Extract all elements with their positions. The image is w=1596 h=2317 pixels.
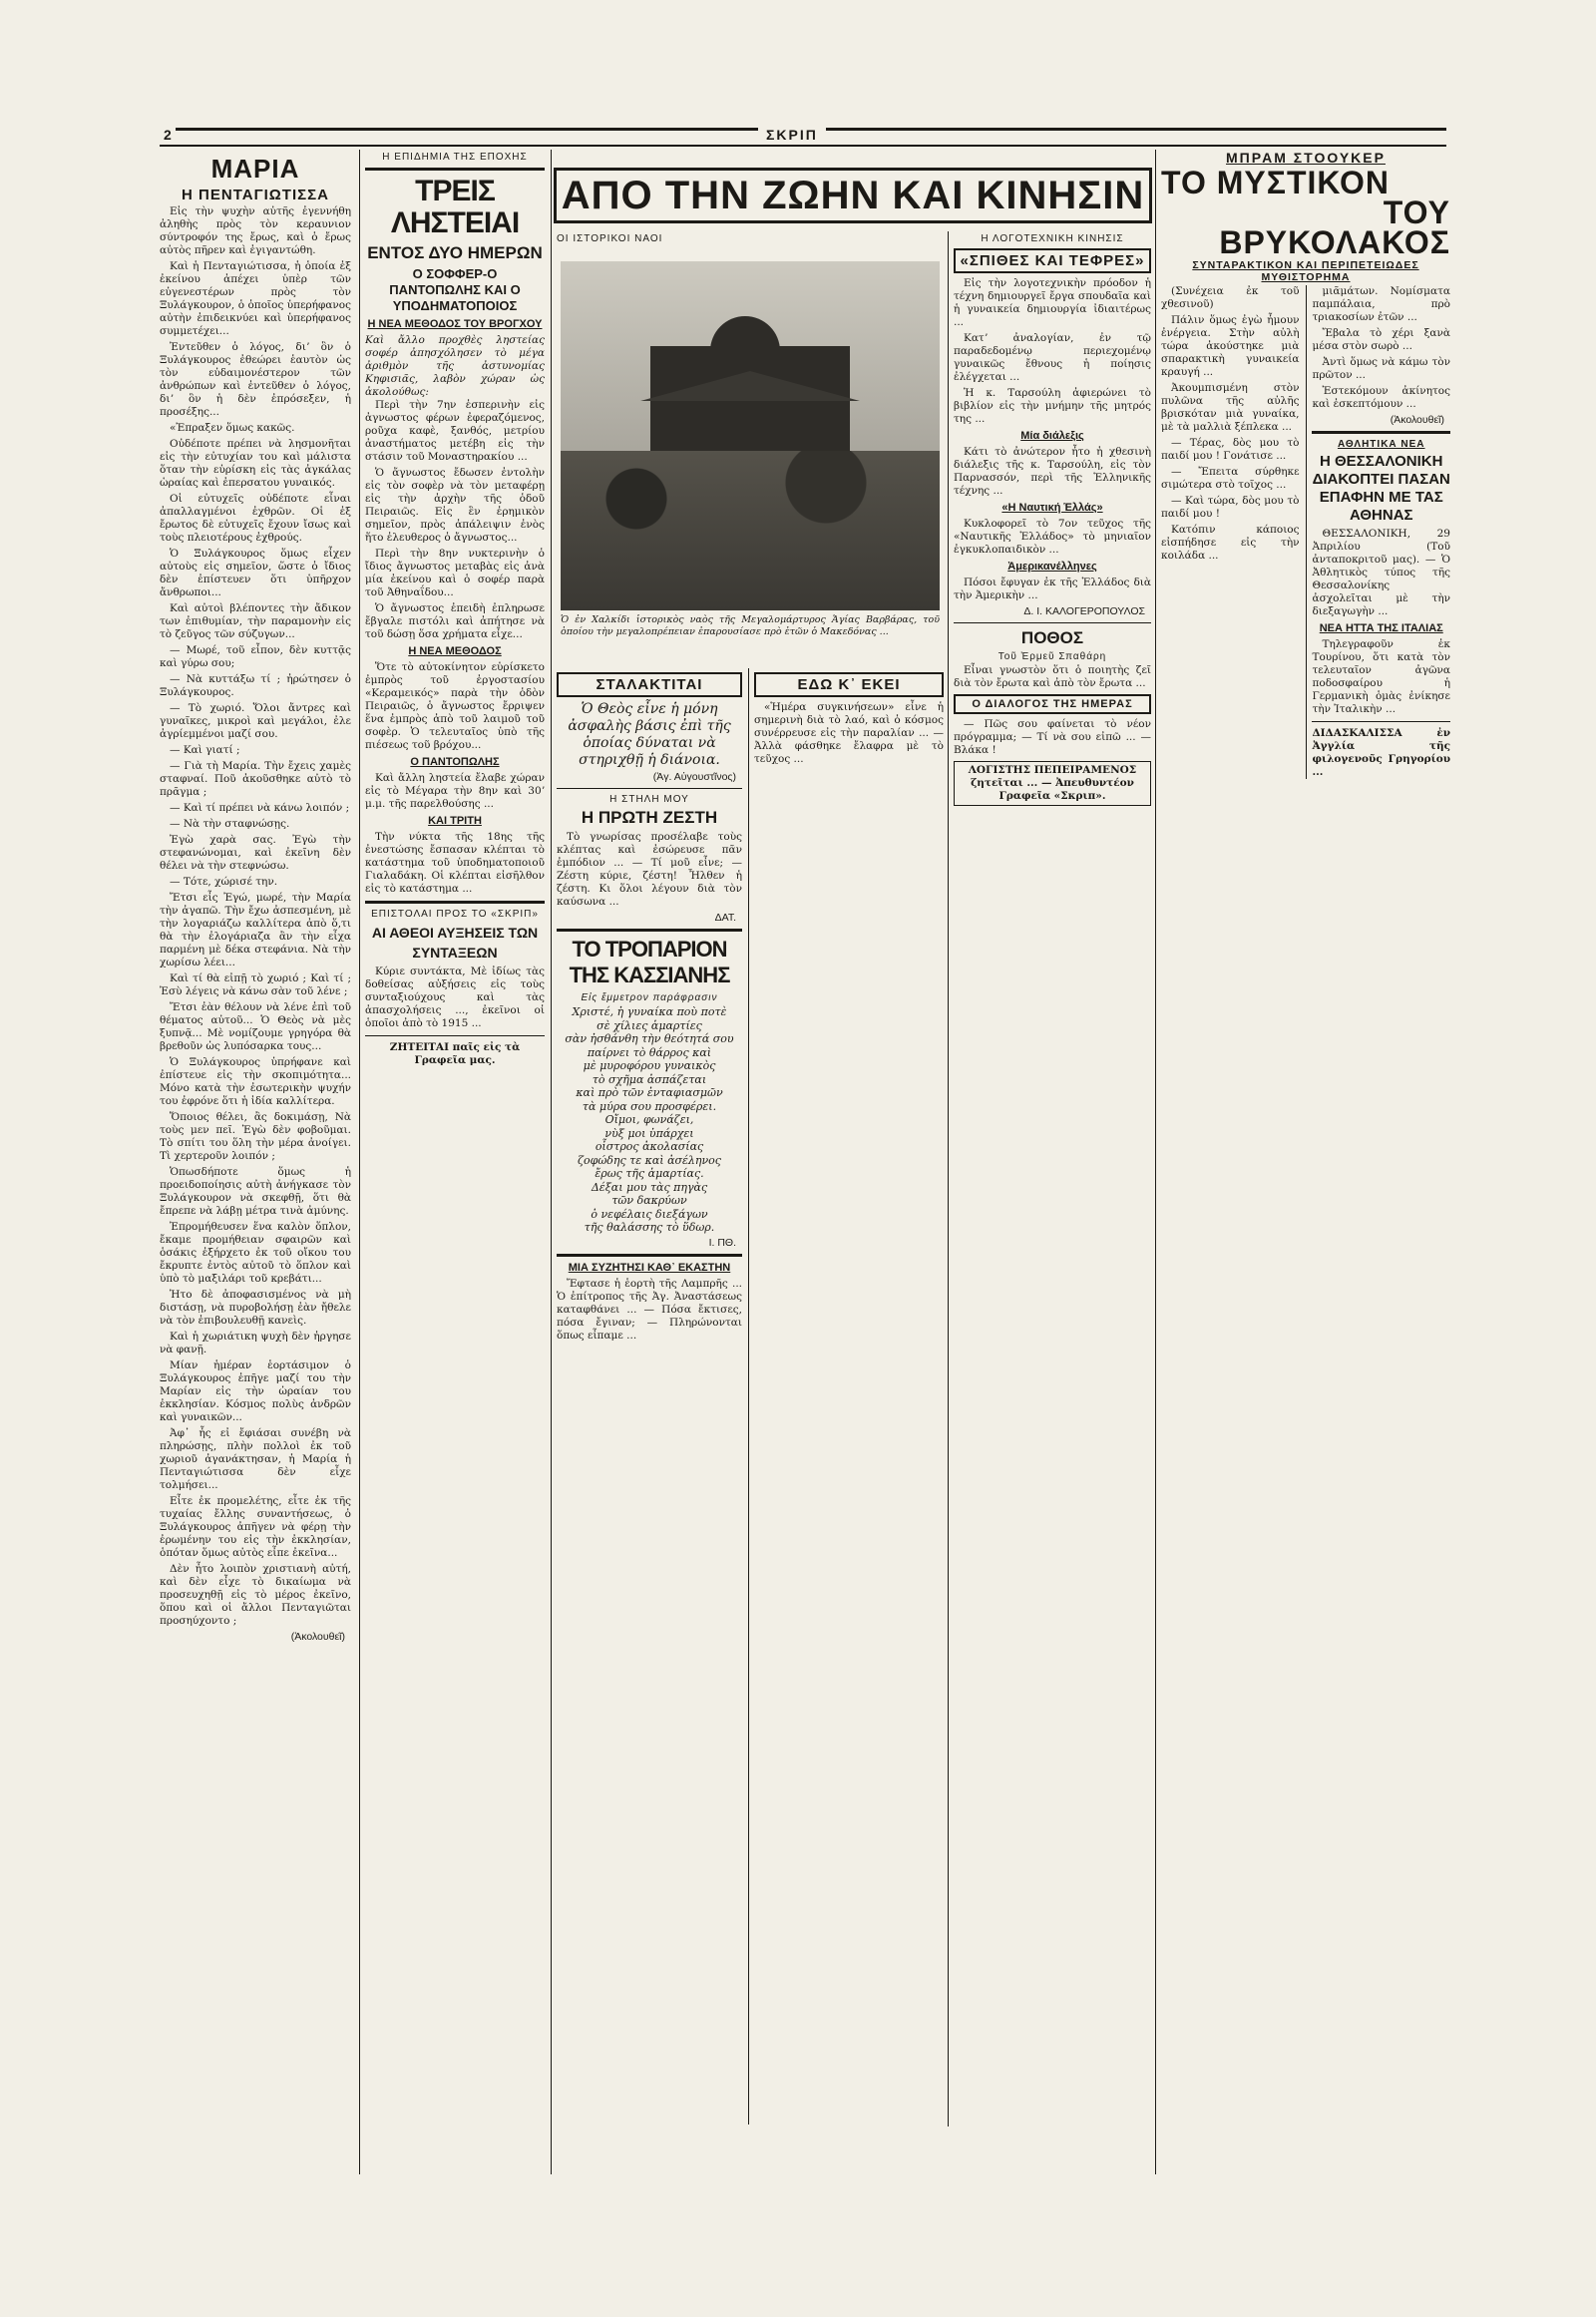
page-number: 2 [160, 127, 176, 143]
paragraph: Ὁ Ξυλάγκουρος ὑπρήφανε καὶ ἐπίστευε εἰς τὴν σκοπιμότητα... Μόνο κατὰ τὴν ἐσωτερικὴν ψυχήν του ἐφρόνε ὅτι ἡ ἰδία καλλίτερα. [160, 1056, 351, 1107]
column-vrykolakas [1161, 150, 1450, 2174]
paragraph: «Ἐπραξεν ὅμως κακῶς. [170, 422, 295, 434]
paragraph: Ἐπρομήθευσεν ἕνα καλὸν ὅπλον, ἔκαμε προμήθειαν σφαιρῶν καὶ ὁσάκις ἐξήρχετο ἐκ τοῦ οἴκου του ἔκρυπτε ἐντὸς αὐτοῦ τὸ ὅπλον καὶ ὑπὸ τὸ μαξιλάρι τοῦ κρεβάτι... [160, 1221, 351, 1285]
subheadline: ΕΝΤΟΣ ΔΥΟ ΗΜΕΡΩΝ [367, 243, 543, 262]
paragraph: Ἡτο δὲ ἀποφασισμένος νὰ μὴ διστάσῃ, νὰ πυροβολήσῃ ἐὰν ἤθελε νὰ τὸν ἐπιβουλευθῇ κανεὶς. [160, 1289, 351, 1327]
paragraph: — Νὰ τὴν σταφνώσῃς. [170, 818, 290, 830]
paragraph: Τὴν νύκτα τῆς 18ης τῆς ἐνεστώσης ἔσπασαν κλέπται τὸ κατάστημα τοῦ ὑποδηματοποιοῦ Γιαλαδάκη. Οἱ κλέπται εἰσῆλθον εἰς τὸ κατάστημα ... [365, 831, 545, 895]
divider [557, 929, 742, 932]
serial-body [1161, 285, 1450, 779]
column-robberies [365, 150, 545, 2174]
column-maria [160, 150, 351, 2174]
paragraph: Κάτι τὸ ἀνώτερον ἦτο ἡ χθεσινὴ διάλεξις τῆς κ. Ταρσούλη, εἰς τὸν Παρνασσόν, περὶ τῆς Ἑλληνικῆς τέχνης ... [954, 446, 1151, 497]
paragraph: Ἐστεκόμουν ἀκίνητος καὶ ἐσκεπτόμουν ... [1312, 385, 1450, 410]
paragraph: Ἀφ᾽ ἧς εἰ ἔφιάσαι συνέβη νὰ πληρώσῃς, πλὴν πολλοὶ ἐκ τοῦ χωριοῦ ἀγανάκτησαν, ἡ Μαρία ἡ Πενταγιώτισσα δὲν εἶχε τολμήσει... [160, 1427, 351, 1491]
divider [954, 622, 1151, 623]
box-title: ΕΔΩ Κ᾽ ΕΚΕΙ [754, 672, 944, 697]
divider [365, 1035, 545, 1036]
classified-ad: ΖΗΤΕΙΤΑΙ παῖς εἰς τὰ Γραφεῖα μας. [389, 1041, 521, 1066]
signature: ΔΑΤ. [714, 912, 736, 924]
subsection-title: ΚΑΙ ΤΡΙΤΗ [428, 815, 482, 827]
section-label: Η ΣΤΗΛΗ ΜΟΥ [609, 794, 689, 805]
paragraph: — Μωρέ, τοῦ εἶπον, δὲν κυττᾷς καὶ γύρω σου; [160, 644, 351, 669]
paragraph: Ὅτε τὸ αὐτοκίνητον εὑρίσκετο ἐμπρὸς τοῦ ἐργοστασίου «Κεραμεικός» παρὰ τὴν ὁδὸν Πειραιῶς, ὁ ἄγνωστος ἔρριψεν ἕνα ἐμπρὸς ἀπὸ τοῦ λαιμοῦ τοῦ σοφὲρ. Ὁ τελευταῖος ὑπὸ τῆς πιέσεως τοῦ βρόχου... [365, 661, 545, 751]
subsection-title: Ο ΠΑΝΤΟΠΩΛΗΣ [410, 756, 500, 768]
article-body [365, 399, 545, 641]
paragraph: Εἰς τὴν λογοτεχνικὴν πρόοδον ἡ τέχνη δημιουργεῖ ἔργα σπουδαῖα καὶ ἡ γυναικεία δημιουργία ἰδιαιτέρως ... [954, 277, 1151, 328]
classified-ad: ΔΙΔΑΣΚΑΛΙΣΣΑ ἐν Ἀγγλία τῆς φιλογενοῦς Γρηγορίου ... [1312, 727, 1450, 778]
paragraph: Οἱ εὐτυχεῖς οὐδέποτε εἶναι ἀπαλλαγμένοι ἐχθρῶν. Οἱ ἐξ ἔρωτος δὲ εὐτυχεῖς ἔχουν ἴσως καὶ τοὺς πλειοτέρους ἐχθρούς. [160, 493, 351, 544]
poem-text: Χριστέ, ἡ γυναίκα ποὺ ποτὲ σὲ χίλιες ἁμαρτίες σὰν ἠσθάνθη τὴν θεότητά σου παίρνει τὸ θάρρος καὶ μὲ μυροφόρου γυναικὸς τὸ σχῆμα ἀσπάζεται καὶ πρὸ τῶν ἐνταφιασμῶν τὰ μύρα σου προσφέρει. Οἴμοι, φωνάζει, νὺξ μοι ὑπάρχει οἶστρος ἀκολασίας ζοφώδης τε καὶ ἀσέληνος ἔρως τῆς ἁμαρτίας. Δέξαι μου τὰς πηγὰς τῶν δακρύων ὁ νεφέλαις διεξάγων τῆς θαλάσσης τὸ ὕδωρ. [565, 1005, 734, 1234]
divider [557, 1254, 742, 1257]
paragraph: Περὶ τὴν 8ην νυκτερινὴν ὁ ἴδιος ἄγνωστος μεταβὰς εἰς ἀνὰ μία ἐκείνου καὶ ὁ σοφέρ παρὰ τοῦ Ἀθηναΐδου... [365, 548, 545, 598]
serial-body-right [1312, 285, 1450, 779]
continued-note: (Ἀκολουθεῖ) [1390, 414, 1444, 426]
column-rule [748, 668, 749, 2124]
paragraph: Πόσοι ἔφυγαν ἐκ τῆς Ἑλλάδος διὰ τὴν Ἀμερικὴν ... [954, 577, 1151, 601]
quote-text: Ὁ Θεὸς εἶνε ἡ μόνη ἀσφαλὴς βάσις ἐπὶ τῆς ὁποίας δύναται νὰ στηριχθῇ ἡ διάνοια. [568, 701, 731, 768]
paragraph: Ἀντὶ ὅμως νὰ κάμω τὸν πρῶτον ... [1312, 356, 1450, 381]
column-rule [1155, 150, 1156, 2174]
divider [557, 788, 742, 789]
paragraph: Κατόπιν κάποιος εἰσπήδησε εἰς τὴν κοιλάδα ... [1161, 524, 1300, 562]
section-label: Η ΕΠΙΔΗΜΙΑ ΤΗΣ ΕΠΟΧΗΣ [382, 152, 528, 163]
paragraph: Ὁ ἄγνωστος ἔδωσεν ἐντολὴν εἰς τὸν σοφὲρ νὰ τὸν μεταφέρῃ εἰς τὴν ἀρχὴν τῆς ὁδοῦ Πειραιῶς. Εἰς ἓν ἐρημικὸν σημεῖον, πρὸς ἀπάλειψιν ἐνὸς ἥτο ἐλευθερος ὁ ἄγνωστος... [365, 467, 545, 544]
divider [1312, 431, 1450, 434]
paragraph: Ὁπωσδήποτε ὅμως ἡ προειδοποίησις αὐτὴ ἀνήγκασε τὸν Ξυλάγκουρον νὰ σκεφθῇ, ὅτι θὰ ἔπρεπε νὰ λάβῃ μέτρα τινὰ ἀμύνης. [160, 1166, 351, 1217]
box-title: ΣΤΑΛΑΚΤΙΤΑΙ [557, 672, 742, 697]
article-title: «ΣΠΙΘΕΣ ΚΑΙ ΤΕΦΡΕΣ» [954, 248, 1151, 273]
paragraph: Ὁ ἄγνωστος ἐπειδὴ ἐπληρωσε ἔβγαλε πιστόλι καὶ ἀπήτησε νὰ τοῦ δώσῃ ὅσα χρήματα εἶχε... [365, 602, 545, 640]
quote-author: (Ἀγ. Αὐγουστῖνος) [652, 771, 736, 783]
box-title: Ο ΔΙΑΛΟΓΟΣ ΤΗΣ ΗΜΕΡΑΣ [954, 694, 1151, 714]
paragraph: Μίαν ἡμέραν ἑορτάσιμον ὁ Ξυλάγκουρος ἐπῆγε μαζί του τὴν Μαρίαν εἰς τὴν ὡραίαν του ἐκκλησίαν. Κόσμος πολὺς ἀνδρῶν καὶ γυναικῶν... [160, 1359, 351, 1423]
paragraph: Καὶ ἡ Πενταγιώτισσα, ἡ ὁποία ἐξ ἐκείνου ἀπέχει ὑπὲρ τῶν εὐγενεστέρων πρὸς τὸν Ξυλάγκουρον, ὁ ὁποῖος ὑπερήφανος αὐτὴν ἐπιδεικνύει καὶ ὑπερήφανος συμμετέχει... [160, 260, 351, 337]
paragraph: Εἶναι γνωστὸν ὅτι ὁ ποιητὴς ζεῖ διὰ τὸν ἔρωτα καὶ ἀπὸ τὸν ἔρωτα ... [954, 664, 1151, 689]
subsection-title: Η ΝΕΑ ΜΕΘΟΔΟΣ ΤΟΥ ΒΡΟΓΧΟΥ [367, 318, 543, 330]
paragraph: «Ἡμέρα συγκινήσεων» εἶνε ἡ σημερινὴ διὰ τὸ λαό, καὶ ὁ κόσμος συνέρρευσε εἰς τὴν παραλίαν ... — Ἀλλὰ φάσθηκε ἔλαφρα μὲ τὸ τεῦχος ... [754, 701, 944, 765]
paragraph: Τὸ γνωρίσας προσέλαβε τοὺς κλέπτας καὶ ἐσώρευσε πᾶν ἐμπόδιον ... — Τί μοῦ εἶνε; — Ζέστη κύριε, ζέστη! Ἦλθεν ἡ ζέστη. Κι ὅλοι λέγουν διὰ τὸν καύσωνα ... [557, 831, 742, 908]
continued-note: (Ἀκολουθεῖ) [290, 1631, 345, 1643]
article-title: ΜΑΡΙΑ [210, 154, 300, 184]
signature: Δ. Ι. ΚΑΛΟΓΕΡΟΠΟΥΛΟΣ [1023, 605, 1145, 617]
paragraph: (Συνέχεια ἐκ τοῦ χθεσινοῦ) [1161, 285, 1300, 310]
paragraph: Ἔτσι ἐὰν θέλουν νὰ λένε ἐπὶ τοῦ θέματος αὐτοῦ... Ὁ Θεὸς νὰ μὲς ξυπνᾷ... Μὲ νομίζουμε γρηγόρα θὰ βρεθοῦν ὡς λυπόσαρκα τους... [160, 1001, 351, 1052]
paragraph: Τηλεγραφοῦν ἐκ Τουρίνου, ὅτι κατὰ τὸν τελευταῖον ἀγῶνα ποδοσφαίρου ἡ Γερμανικὴ ὁμὰς ἐνίκησε τὴν Ἰταλικὴν ... [1312, 638, 1450, 715]
paragraph: Ἐντεῦθεν ὁ λόγος, διʼ ὃν ὁ Ξυλάγκουρος ἐθεώρει ἑαυτὸν ὡς τὸν εὐδαιμονέστερον τῶν ἀνθρώπων καὶ ἐντεῦθεν ὁ λόγος, διʼ ὃν ἡ δὲν ἐπρόσεξεν, ἡ προσέξης... [160, 341, 351, 418]
article-body [160, 205, 351, 1628]
column-rule [1306, 285, 1307, 779]
column-literary [954, 231, 1151, 2126]
subsection-title: «Η Ναυτική Ἑλλάς» [1001, 502, 1103, 514]
photo-caption: Ὁ ἐν Χαλκίδι ἱστορικὸς ναὸς τῆς Μεγαλομάρτυρος Ἁγίας Βαρβάρας, τοῦ ὁποίου τὴν μεγαλοπρέπειαν ἐπαρουσίασε πρὸ ἐτῶν ὁ Μακεδόνας ... [561, 614, 940, 637]
divider [365, 901, 545, 904]
column-rule [359, 150, 360, 2174]
paragraph: Ἡ κ. Ταρσούλη ἀφιερώνει τὸ βιβλίον εἰς τὴν μνήμην τῆς μητρός της ... [954, 387, 1151, 425]
paragraph: — Καὶ τί πρέπει νὰ κάνω λοιπόν ; [170, 802, 350, 814]
paragraph: — Τότε, χώρισέ την. [170, 876, 278, 888]
paragraph: Καὶ ἄλλη ληστεία ἔλαβε χώραν εἰς τὸ Μέγαρα τὴν 8ην καὶ 30ʼ μ.μ. τῆς παρελθούσης ... [365, 772, 545, 810]
serial-subtitle: ΣΥΝΤΑΡΑΚΤΙΚΟΝ ΚΑΙ ΠΕΡΙΠΕΤΕΙΩΔΕΣ ΜΥΘΙΣΤΟΡΗΜΑ [1192, 259, 1419, 283]
paragraph: Εἰς τὴν ψυχὴν αὐτῆς ἐγεννήθη ἀληθὴς πρὸς τὸν κεραυνιον σύντροφόν της ἔρως, καὶ ὁ ἔρως αὐτὸς πῆρεν καὶ ἐγιγαντώθη. [160, 205, 351, 256]
paragraph: — Τὸ χωριό. Ὅλοι ἄντρες καὶ γυναῖκες, μικροὶ καὶ μεγάλοι, ἐλε ἀγρίεμμένοι μαζί σου. [160, 702, 351, 740]
masthead [160, 128, 1446, 147]
paragraph: — Ἔπειτα σύρθηκε σιμώτερα στὸ τοῖχος ... [1161, 466, 1300, 491]
church-photo [561, 261, 940, 610]
section-label: ΑΘΛΗΤΙΚΑ ΝΕΑ [1337, 439, 1425, 450]
section-banner: ΑΠΟ ΤΗΝ ΖΩΗΝ ΚΑΙ ΚΙΝΗΣΙΝ [554, 168, 1152, 223]
column-edo-kekei [754, 668, 944, 2124]
paragraph: Ἐγὼ χαρὰ σας. Ἐγὼ τὴν στεφανώνομαι, καὶ ἐκεῖνη δὲν θέλει νὰ τὴν στεφνώσω. [160, 834, 351, 872]
paragraph: Ὅποιος θέλει, ἂς δοκιμάσῃ, Νὰ τοὺς μεν πεῖ. Ἐγὼ δὲν φοβοῦμαι. Τὸ σπίτι του ὅλη τὴν μέρα ἀνοίγει. Τὶ χερτεροῦν λοιπόν ; [160, 1111, 351, 1162]
author-label: ΜΠΡΑΜ ΣΤΟΟΥΚΕΡ [1226, 150, 1386, 166]
paragraph: Περὶ τὴν 7ην ἑσπερινὴν εἰς ἀγνωστος φέρων ἐφεραζόμενος, ροῦχα καφὲ, ξανθός, μετρίου ἀναστήματος μετέβη εἰς τὴν στάσιν τοῦ Μοναστηρακίου ... [365, 399, 545, 463]
article-title: ΜΙΑ ΣΥΖΗΤΗΣΙ ΚΑΘ᾽ ΕΚΑΣΤΗΝ [568, 1261, 731, 1274]
section-label: ΕΠΙΣΤΟΛΑΙ ΠΡΟΣ ΤΟ «ΣΚΡΙΠ» [371, 909, 539, 920]
serial-body-left [1161, 285, 1300, 779]
article-subtitle: Εἰς ἔμμετρον παράφρασιν [581, 992, 718, 1003]
article-title: Η ΘΕΣΣΑΛΟΝΙΚΗ ΔΙΑΚΟΠΤΕΙ ΠΑΣΑΝ ΕΠΑΦΗΝ ΜΕ ΤΑΣ ΑΘΗΝΑΣ [1312, 453, 1450, 524]
paragraph: — Καὶ τώρα, δὸς μου τὸ παιδί μου ! [1161, 495, 1300, 520]
serial-title-1: ΤΟ ΜΥΣΤΙΚΟΝ [1161, 165, 1391, 200]
paragraph: Κατʼ ἀναλογίαν, ἐν τῷ παραδεδομένῳ περιεχομένῳ γυναικῶς ἔθνους ἡ ποίησις ἐλέγχεται ... [954, 332, 1151, 383]
section-label: Η ΛΟΓΟΤΕΧΝΙΚΗ ΚΙΝΗΣΙΣ [981, 233, 1124, 244]
article-title: ΤΟ ΤΡΟΠΑΡΙΟΝ ΤΗΣ ΚΑΣΣΙΑΝΗΣ [569, 937, 730, 987]
paragraph: — Τέρας, δὸς μου τὸ παιδί μου ! Γονάτισε ... [1161, 437, 1300, 462]
divider [365, 168, 545, 171]
classified-ad-box [954, 761, 1151, 806]
paragraph: Οὐδέποτε πρέπει νὰ λησμονῆται εἰς τὴν εὐτυχίαν του καὶ μάλιστα ὅταν τὴν εὑρίσκη εἰς τὰς ἀγκάλας ὡραίας καὶ ἐπερσατου γυναικός. [160, 438, 351, 489]
poem-title: ΠΟΘΟΣ [1020, 628, 1084, 647]
paragraph: Καὶ τί θὰ εἰπῇ τὸ χωριό ; Καὶ τί ; Ἐσὺ λέγεις νὰ κάνω σὰν τοῦ λένε ; [160, 972, 351, 997]
subsection-title: ΝΕΑ ΗΤΤΑ ΤΗΣ ΙΤΑΛΙΑΣ [1319, 622, 1443, 634]
paragraph: μιᾶμάτων. Νομίσματα παμπάλαια, πρὸ τριακοσίων ἐτῶν ... [1312, 285, 1450, 323]
paragraph: Ἔτσι εἶς Ἐγώ, μωρέ, τὴν Μαρία τὴν ἀγαπῶ. Τὴν ἔχω ἀσπεσμένη, μὲ τὴν λογαριάζω καλλίτερα ἀπὸ ὅ,τι θὰ τὴν ἐλογάριαζα ἂν τὴν εἶχα παρμένη μὲ δέκα στεφάνια. Νὰ τὴν χωρίσω λέει... [160, 892, 351, 968]
poem-author: Τοῦ Ἐρμεῦ Σπαθάρη [998, 651, 1107, 662]
paragraph: Πάλιν ὅμως ἐγὼ ἦμουν ἐνέργεια. Στὴν αὐλὴ τώρα ἀκούστηκε μιὰ σπαρακτικὴ γυναικεία κραυγή ... [1161, 314, 1300, 378]
paragraph: Ὁ Ξυλάγκουρος ὅμως εἶχεν αὐτοὺς εἰς σημεῖον, ὥστε ὁ ἴδιος δὲν ἐπίστευεν ὅτι ὑπῆρχον ἄνθρωποι... [160, 548, 351, 598]
paragraph: — Γιὰ τὴ Μαρία. Τὴν ἔχεις χαμὲς σταφναί. Ποῦ ἀκοῦσθηκε αὐτὸ τὸ πρᾶγμα ; [160, 760, 351, 798]
paragraph: — Καὶ γιατί ; [170, 744, 240, 756]
section-label: ΟΙ ΙΣΤΟΡΙΚΟΙ ΝΑΟΙ [557, 233, 663, 244]
paragraph: Καὶ ἡ χωριάτικη ψυχὴ δὲν ἠργησε νὰ φανῇ. [160, 1331, 351, 1355]
classified-ad: ΛΟΓΙΣΤΗΣ ΠΕΠΕΙΡΑΜΕΝΟΣ ζητεῖται ... — Ἀπευθυντέον Γραφεῖα «Σκριπ». [968, 764, 1137, 802]
subheadline-2: Ο ΣΟΦΦΕΡ-Ο ΠΑΝΤΟΠΩΛΗΣ ΚΑΙ Ο ΥΠΟΔΗΜΑΤΟΠΟΙΟΣ [389, 266, 521, 313]
paragraph: ΘΕΣΣΑΛΟΝΙΚΗ, 29 Ἀπριλίου (Τοῦ ἀνταποκριτοῦ μας). — Ὁ Ἀθλητικὸς τύπος τῆς Θεσσαλονίκης ἀσχολεῖται μὲ τὴν διεξαγωγὴν ... [1312, 528, 1450, 617]
headline: ΤΡΕΙΣ ΛΗΣΤΕΙΑΙ [390, 175, 520, 239]
column-rule [948, 231, 949, 2126]
paragraph: Ἔφτασε ἡ ἑορτὴ τῆς Λαμπρῆς ... Ὁ ἐπίτροπος τῆς Ἀγ. Ἀναστάσεως καταφθάνει ... — Πόσα ἔκτισες, πόσα ἔγιναν; — Πληρώνονται ὅπως εἶπαμε ... [557, 1277, 742, 1342]
column-stalaktitai [557, 668, 742, 2124]
article-title: Η ΠΡΩΤΗ ΖΕΣΤΗ [581, 808, 718, 827]
intro-text: Καὶ ἄλλο προχθὲς ληστείας σοφέρ ἀπησχόλησεν τὸ μέγα ἀριθμὸν τῆς ἀστυνομίας Κηφισιᾶς, λαβὸν χώραν ὡς ἀκολούθως: [365, 334, 545, 398]
paragraph: Ἀκουμπισμένη στὸν πυλῶνα τῆς αὐλῆς βρισκόταν μιὰ γυναίκα, μὲ τὰ μαλλιὰ ξέπλεκα ... [1161, 382, 1300, 433]
paragraph: Δὲν ἦτο λοιπὸν χριστιανὴ αὐτή, καὶ δὲν εἶχε τὸ δικαίωμα νὰ προσευχηθῇ εἰς τὸ μέρος ἐκεῖνο, ὅπου καὶ οἱ ἄλλοι Πενταγιῶται προσηύχοντο ; [160, 1563, 351, 1627]
paragraph: Κυκλοφορεῖ τὸ 7ον τεῦχος τῆς «Ναυτικῆς Ἑλλάδος» τὸ μηνιαῖον ἐγκυκλοπαιδικὸν ... [954, 518, 1151, 556]
column-rule [551, 150, 552, 2174]
paragraph: Ἔβαλα τὸ χέρι ξανὰ μέσα στὸν σωρὸ ... [1312, 327, 1450, 352]
serial-title-2: ΤΟΥ ΒΡΥΚΟΛΑΚΟΣ [1219, 194, 1450, 260]
letter-text: Κύριε συντάκτα, Μὲ ἰδίως τὰς δοθείσας αὐξήσεις εἰς τοὺς συνταξιούχους καὶ τὰς ἀπασχολήσεις ..., ἐκεῖνοι οἱ ὁποῖοι ἀπὸ τὸ 1915 ... [365, 965, 545, 1029]
article-body [954, 277, 1151, 426]
paragraph: — Νὰ κυττάξω τί ; ἠρώτησεν ὁ Ξυλάγκουρος. [160, 673, 351, 698]
paragraph: Καὶ αὐτοὶ βλέποντες τὴν ἄδικον των ἐπιθυμίαν, τὴν παραμονὴν εἰς τὸ ζεῦγος τῶν σύζυγων... [160, 602, 351, 640]
subsection-title: Ἀμερικανέλληνες [1007, 561, 1097, 573]
article-subtitle: Η ΠΕΝΤΑΓΙΩΤΙΣΣΑ [182, 187, 329, 203]
divider [1312, 721, 1450, 722]
newspaper-name: ΣΚΡΙΠ [758, 127, 826, 143]
signature: Ι. ΠΘ. [708, 1236, 736, 1249]
letter-headline: ΑΙ ΑΘΕΟΙ ΑΥΞΗΣΕΙΣ ΤΩΝ ΣΥΝΤΑΞΕΩΝ [371, 925, 539, 961]
paragraph: Εἶτε ἐκ προμελέτης, εἶτε ἐκ τῆς τυχαίας ἔλλης συναντήσεως, ὁ Ξυλάγκουρος ἀπῆγεν νὰ φέρῃ τὴν ἐρωμένην του εἰς τὴν ἐκκλησίαν, ὁπόταν ὅμως αὐτὸς εἶπε ἐκεῖνα... [160, 1495, 351, 1559]
subsection-title: Η ΝΕΑ ΜΕΘΟΔΟΣ [408, 645, 502, 657]
subsection-title: Μία διάλεξις [1020, 430, 1084, 442]
paragraph: — Πῶς σου φαίνεται τὸ νέον πρόγραμμα; — Τί νὰ σου εἰπῶ ... — Βλάκα ! [954, 718, 1151, 756]
